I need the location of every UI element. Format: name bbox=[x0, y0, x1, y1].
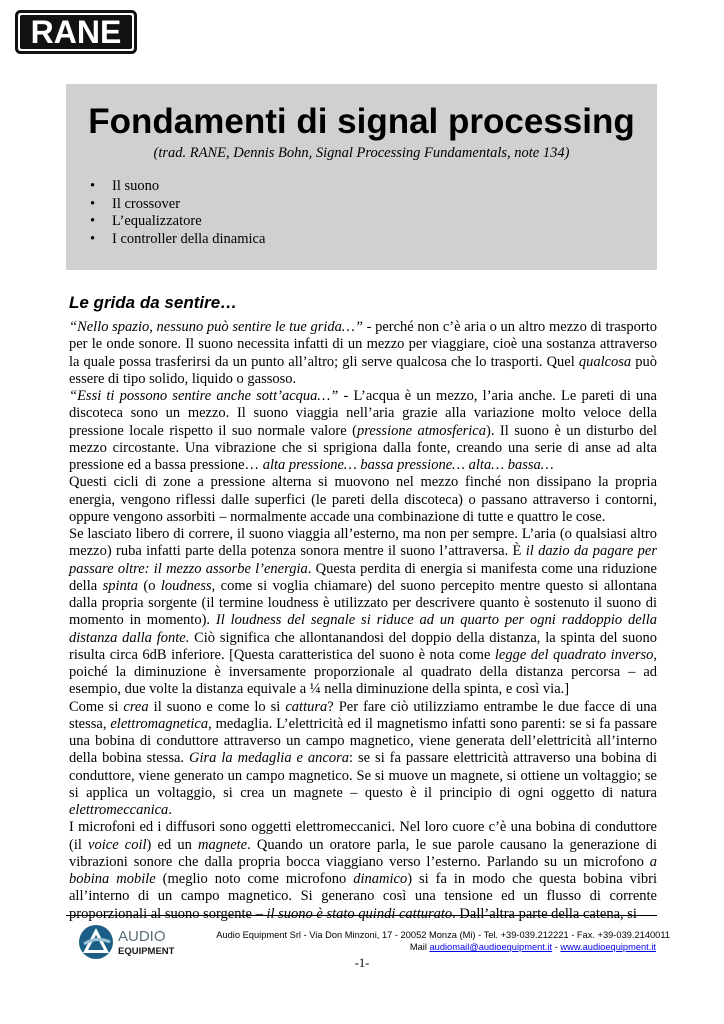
emphasis-text: spinta bbox=[102, 577, 139, 594]
body-paragraph bbox=[69, 526, 657, 699]
body-paragraph bbox=[69, 319, 657, 388]
emphasis-text: Il loudness del segnale si riduce ad un quarto per ogni raddoppio della distanza dalla fonte. bbox=[69, 612, 657, 646]
emphasis-text: pressione atmosferica bbox=[357, 422, 486, 439]
paragraph-text: - L’acqua è un mezzo, l’aria anche. Le pareti di una discoteca sono un mezzo. Il suono viaggia nell’aria grazie alla variazione molto veloce della pressione locale rispetto il suo normale valore ( bbox=[69, 388, 657, 439]
emphasis-text: “Nello spazio, nessuno può sentire le tue grida…” bbox=[69, 319, 363, 335]
body-paragraph bbox=[69, 699, 657, 820]
body-paragraph bbox=[69, 819, 657, 923]
page-title: Fondamenti di signal processing bbox=[88, 102, 635, 141]
paragraph-text: , poiché la diminuzione è inversamente proporzionale al quadrato della distanza percorsa – ad esempio, due volte la distanza equivale a ¼ nella diminuzione della spinta, e così via.] bbox=[69, 646, 657, 698]
paragraph-text: I microfoni ed i diffusori sono oggetti elettromeccanici. Nel loro cuore c’è una bobina di conduttore (il bbox=[69, 819, 657, 853]
emphasis-text: il suono è stato quindi catturato bbox=[266, 905, 453, 922]
equipment-logo-word: EQUIPMENT bbox=[118, 946, 175, 957]
emphasis-text: il dazio da pagare per passare oltre: il mezzo assorbe l’energia bbox=[69, 543, 657, 577]
paragraph-text: ) ed un bbox=[146, 836, 198, 853]
rane-logo bbox=[15, 10, 137, 54]
paragraph-text: . Questa perdita di energia si manifesta come una riduzione della bbox=[69, 560, 657, 594]
mail-label: Mail bbox=[409, 942, 430, 952]
audio-logo-word: AUDIO bbox=[118, 928, 166, 945]
topic-item: • L’equalizzatore bbox=[90, 213, 265, 231]
emphasis-text: Gira la medaglia e ancora bbox=[189, 750, 350, 767]
topic-item: • Il suono bbox=[90, 178, 265, 196]
body-paragraph bbox=[69, 474, 657, 526]
page-subtitle: (trad. RANE, Dennis Bohn, Signal Processing Fundamentals, note 134) bbox=[153, 145, 570, 161]
paragraph-text: può essere di tipo solido, liquido o gassoso. bbox=[69, 353, 657, 387]
footer-contact bbox=[410, 941, 656, 953]
paragraph-text: (meglio noto come microfono bbox=[155, 871, 354, 887]
paragraph-text: ) si fa in modo che questa bobina vibri all’interno di un campo magnetico. Si generano così una tensione ed un flusso di corrente proporzionali al suono sorgente – bbox=[69, 871, 658, 922]
paragraph-text: , medaglia. L’elettricità ed il magnetismo infatti sono parenti: se si fa passare una bobina di conduttore attraverso un campo magnetico, viene generata dell’elettricità all’interno della bobina stessa. bbox=[69, 715, 657, 767]
emphasis-text: dinamico bbox=[353, 871, 408, 887]
body-text bbox=[69, 319, 657, 923]
emphasis-text: loudness bbox=[160, 577, 212, 594]
website-link[interactable]: www.audioequipment.it bbox=[560, 942, 656, 952]
emphasis-text: a bobina mobile bbox=[69, 853, 657, 887]
paragraph-text: , come si voglia chiamare) del suono percepito mentre questo si allontana dalla propria sorgente (il termine loudness è utilizzato per descrivere quanto è sostenuto il suono di momento in momento). bbox=[69, 577, 657, 629]
paragraph-text: Se lasciato libero di correre, il suono viaggia all’esterno, ma non per sempre. L’aria (o qualsiasi altro mezzo) ruba infatti parte della potenza sonora mentre il suono l’attraversa. È bbox=[69, 526, 657, 560]
paragraph-text: . bbox=[168, 802, 172, 818]
emphasis-text: magnete bbox=[198, 836, 248, 853]
emphasis-text: qualcosa bbox=[578, 353, 632, 370]
paragraph-text: ? Per fare ciò utilizziamo entrambe le due facce di una stessa, bbox=[69, 698, 657, 732]
footer-address: Audio Equipment Srl - Via Don Minzoni, 17 - 20052 Monza (Mi) - Tel. +39-039.212221 - Fax. +39-039.2140011 bbox=[216, 930, 670, 940]
emphasis-text: “Essi ti possono sentire anche sott’acqua…” bbox=[69, 388, 339, 404]
paragraph-text: (o bbox=[138, 577, 161, 594]
paragraph-text: . Quando un oratore parla, le sue parole causano la generazione di vibrazioni sonore che dalla propria bocca viaggiano verso l’esterno. Parlando su un microfono bbox=[69, 836, 657, 870]
page-number: -1- bbox=[354, 956, 370, 970]
emphasis-text: elettromagnetica bbox=[110, 715, 209, 732]
paragraph-text: : se si fa passare elettricità attraverso una bobina di conduttore, viene generato un campo magnetico. Se si muove un magnete, si ottiene un voltaggio; se si applica un voltaggio, si crea un magnete – questo è il principio di ogni oggetto di natura bbox=[69, 750, 657, 801]
paragraph-text: Come si bbox=[69, 698, 124, 715]
emphasis-text: voice coil bbox=[88, 836, 147, 853]
rane-logo-text: RANE bbox=[30, 14, 122, 50]
paragraph-text: Ciò significa che allontanandosi del doppio della distanza, la spinta del suono risulta circa 6dB inferiore. [Questa caratteristica del suono è nota come bbox=[69, 629, 657, 663]
paragraph-text: Questi cicli di zone a pressione alterna si muovono nel mezzo finché non dissipano la propria energia, vengono riflessi dalle superfici (le pareti della discoteca) o passano attraverso i contorni, oppure vengono assorbiti – normalmente accade una combinazione di tutte e quattro le cose. bbox=[69, 474, 657, 525]
emphasis-text: crea bbox=[123, 698, 149, 715]
paragraph-text: il suono e come lo si bbox=[148, 698, 286, 715]
topic-item: • I controller della dinamica bbox=[90, 231, 265, 249]
topic-list bbox=[90, 178, 265, 248]
paragraph-text: . Dall’altra parte della catena, si bbox=[452, 905, 637, 922]
topic-item: • Il crossover bbox=[90, 196, 265, 214]
emphasis-text: legge del quadrato inverso bbox=[494, 646, 654, 663]
section-heading: Le grida da sentire… bbox=[69, 293, 238, 312]
paragraph-text: - perché non c’è aria o un altro mezzo di trasporto per le onde sonore. Il suono necessita infatti di un mezzo per viaggiare, cioè una sostanza attraverso la quale possa trasferirsi da un punto all’altro; gli serve qualcosa che lo trasporti. Quel bbox=[69, 319, 657, 370]
paragraph-text: ). Il suono è un disturbo del mezzo circostante. Una vibrazione che si sprigiona dalla fonte, creando una serie di anse ad alta pressione ed a bassa pressione… bbox=[69, 422, 657, 473]
footer-divider bbox=[66, 915, 657, 916]
email-link[interactable]: audiomail@audioequipment.it bbox=[429, 942, 553, 952]
document-header bbox=[66, 84, 657, 270]
emphasis-text: elettromeccanica bbox=[69, 802, 169, 818]
contact-separator: - bbox=[552, 942, 561, 952]
body-paragraph bbox=[69, 388, 657, 474]
emphasis-text: alta pressione… bassa pressione… alta… bassa… bbox=[262, 457, 554, 473]
emphasis-text: cattura bbox=[285, 698, 328, 715]
